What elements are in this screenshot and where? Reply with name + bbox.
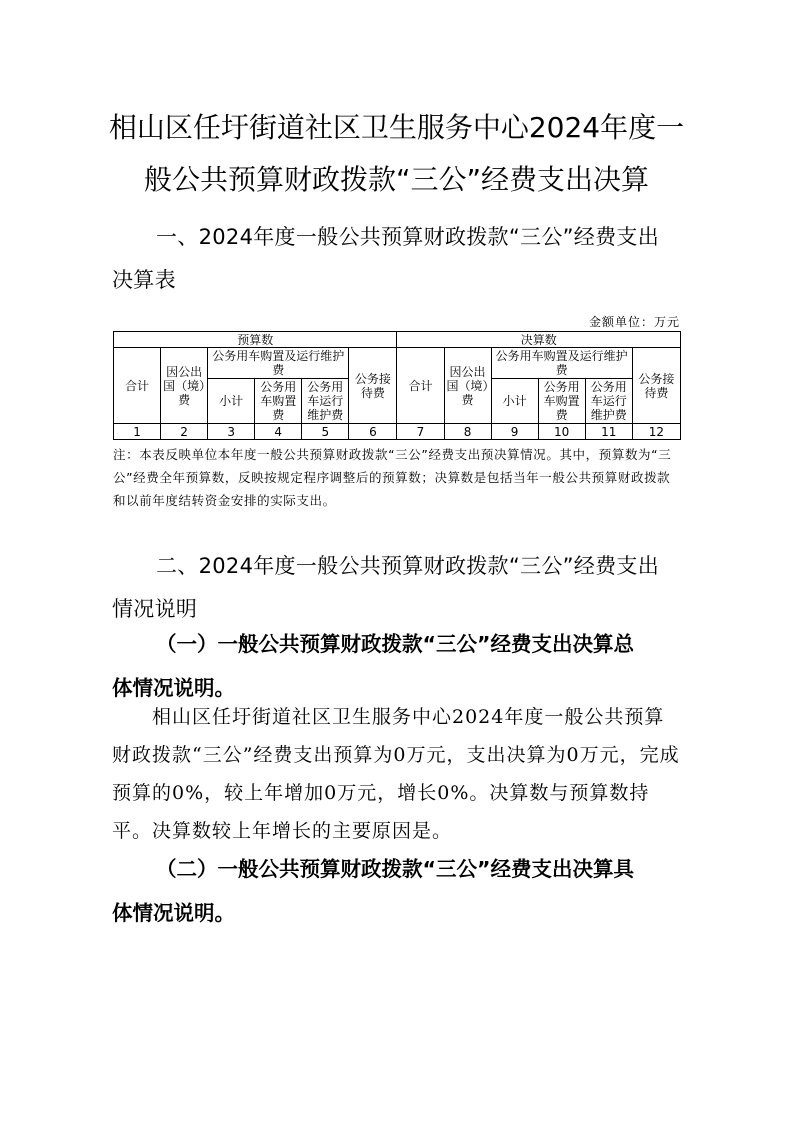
subsection1-heading-line1: （一）一般公共预算财政拨款“三公”经费支出决算总 (156, 632, 634, 656)
budget-vehicle-operation-header: 公务用车运行维护费 (302, 379, 349, 424)
overview-paragraph: 相山区任圩街道社区卫生服务中心2024年度一般公共预算财政拨款“三公”经费支出预算为0万元，支出决算为0万元，完成预算的0%，较上年增加0万元，增长0%。决算数与预算数持平。决算数较上年增长的主要原因是。 (112, 706, 680, 842)
final-vehicle-purchase-header: 公务用车购置费 (538, 379, 585, 424)
column-number: 1 (114, 424, 161, 440)
column-number: 11 (585, 424, 632, 440)
subsection1-heading-line2: 体情况说明。 (112, 676, 235, 700)
final-subtotal-header: 小计 (491, 379, 538, 424)
budget-abroad-header: 因公出国（境）费 (161, 348, 208, 424)
page-title (60, 102, 733, 206)
section1-heading-line2: 决算表 (112, 268, 176, 292)
budget-reception-header: 公务接待费 (349, 348, 397, 424)
column-number: 2 (161, 424, 208, 440)
column-number: 5 (302, 424, 349, 440)
title-line-2: 般公共预算财政拨款“三公”经费支出决算 (143, 163, 649, 196)
budget-vehicle-purchase-header: 公务用车购置费 (255, 379, 302, 424)
subsection2-heading-line2: 体情况说明。 (112, 901, 235, 925)
section2-heading-line1: 二、2024年度一般公共预算财政拨款“三公”经费支出 (156, 554, 659, 578)
column-number: 6 (349, 424, 397, 440)
section2-heading (112, 545, 682, 631)
section2-heading-line2: 情况说明 (112, 597, 198, 621)
final-vehicle-operation-header: 公务用车运行维护费 (585, 379, 632, 424)
subsection2-heading-line1: （二）一般公共预算财政拨款“三公”经费支出决算具 (156, 857, 634, 881)
column-number: 9 (491, 424, 538, 440)
final-total-header: 合计 (397, 348, 444, 424)
column-number: 4 (255, 424, 302, 440)
column-number: 10 (538, 424, 585, 440)
final-reception-header: 公务接待费 (632, 348, 680, 424)
column-number: 12 (632, 424, 680, 440)
subsection1-heading (112, 622, 682, 710)
budget-vehicle-group-header: 公务用车购置及运行维护费 (208, 348, 349, 379)
subsection2-heading (112, 847, 682, 935)
table-unit-label: 金额单位：万元 (588, 315, 680, 329)
final-group-header: 决算数 (397, 332, 681, 348)
final-vehicle-group-header: 公务用车购置及运行维护费 (491, 348, 632, 379)
section1-heading-line1: 一、2024年度一般公共预算财政拨款“三公”经费支出 (156, 225, 659, 249)
column-number: 7 (397, 424, 444, 440)
final-abroad-header: 因公出国（境）费 (444, 348, 491, 424)
section1-heading (112, 216, 682, 302)
title-line-1: 相山区任圩街道社区卫生服务中心2024年度一 (108, 111, 685, 144)
budget-subtotal-header: 小计 (208, 379, 255, 424)
table-note: 注：本表反映单位本年度一般公共预算财政拨款“三公”经费支出预决算情况。其中，预算数为“三公”经费全年预算数，反映按规定程序调整后的预算数；决算数是包括当年一般公共预算财政拨款和以前年度结转资金安排的实际支出。 (113, 447, 672, 508)
column-number: 3 (208, 424, 255, 440)
budget-group-header: 预算数 (114, 332, 397, 348)
column-number: 8 (444, 424, 491, 440)
san-gong-table (113, 331, 681, 440)
budget-total-header: 合计 (114, 348, 161, 424)
